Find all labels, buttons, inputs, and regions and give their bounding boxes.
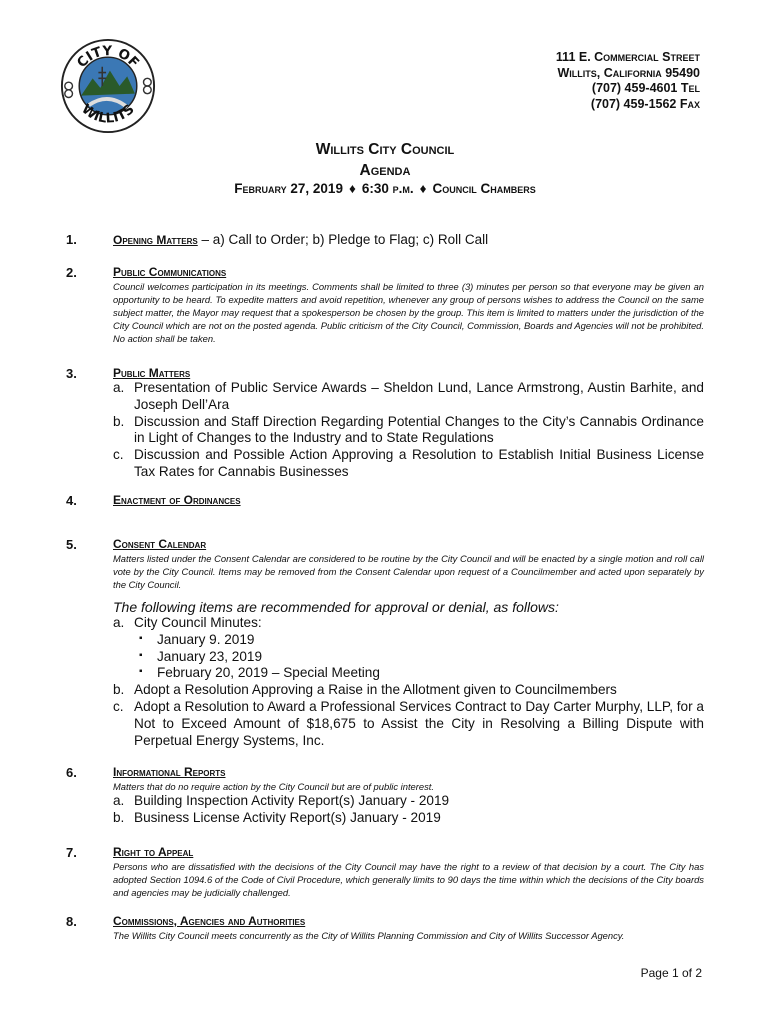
bullet-icon: ▪ <box>139 649 143 661</box>
meeting-info <box>0 181 770 196</box>
seal-top-text: CITY OF <box>74 44 142 71</box>
sub-item: c. Adopt a Resolution to Award a Professional Services Contract to Day Carter Murphy, LLP, for a Not to Exceed Amount of $18,675 to Assist the City in Resolving a Billing Dispute with Perpetual Energy Systems, Inc. <box>113 698 704 748</box>
address-fax: (707) 459-1562 Fax <box>590 96 700 111</box>
address-tel: (707) 459-4601 Tel <box>591 81 700 95</box>
item-heading: Opening Matters <box>113 233 198 247</box>
page-number: Page 1 of 2 <box>640 966 702 980</box>
city-seal-logo <box>60 38 156 134</box>
item-heading: Public Communications <box>113 265 227 279</box>
item-note: Council welcomes participation in its meetings. Comments shall be limited to three (3) minutes per person so that everyone may be given an opportunity to be heard. To expedite matters and avoid repetition, whenever any group of persons wishes to address the Council on the same subject matter, the Mayor may request that a spokesperson be chosen by the group. This item is limited to matters under the jurisdiction of the City Council which are not on the posted agenda. Public criticism of the City Council, Commission, Boards and Agencies will not be prohibited. No action shall be taken. <box>113 281 704 344</box>
item-heading: Right to Appeal <box>113 845 194 859</box>
item-number: 8. <box>66 914 77 929</box>
bullet-icon: ▪ <box>139 632 143 644</box>
page-title: Willits City Council <box>315 141 455 158</box>
item-number: 1. <box>66 232 77 247</box>
item-heading: Enactment of Ordinances <box>113 493 241 507</box>
item-heading: Public Matters <box>113 366 191 380</box>
sub-item: a. City Council Minutes: <box>113 615 262 630</box>
bullet-icon: ▪ <box>139 666 143 678</box>
sub-item: b. Adopt a Resolution Approving a Raise in the Allotment given to Councilmembers <box>113 682 617 698</box>
sub-item: b. Business License Activity Report(s) January - 2019 <box>113 809 441 825</box>
separator-icon: ♦ <box>348 181 356 196</box>
item-heading: Consent Calendar <box>113 537 207 551</box>
sub-item: a. Presentation of Public Service Awards – Sheldon Lund, Lance Armstrong, Austin Barhite, and Joseph Dell’Ara <box>113 380 704 412</box>
sub-item: c. Discussion and Possible Action Approving a Resolution to Establish Initial Business License Tax Rates for Cannabis Businesses <box>113 447 704 479</box>
item-note: Matters listed under the Consent Calendar are considered to be routine by the City Council and will be enacted by a single motion and roll call vote by the City Council. Items may be removed from the Consent Calendar upon request of a Councilmember and acted upon separately by the City Council. <box>113 553 704 590</box>
bullet-item: ▪ January 9. 2019 <box>139 631 255 647</box>
page-subtitle: Agenda <box>359 162 411 179</box>
address-city: Willits, California 95490 <box>557 65 700 80</box>
address-block <box>556 50 700 112</box>
item-lead-text: The following items are recommended for approval or denial, as follows: <box>113 599 559 615</box>
meeting-place: Council Chambers <box>432 181 536 196</box>
sub-item: b. Discussion and Staff Direction Regarding Potential Changes to the City’s Cannabis Ordinance in Light of Changes to the Industry and to State Regulations <box>113 413 704 446</box>
bullet-item: ▪ January 23, 2019 <box>139 648 263 664</box>
sub-item: a. Building Inspection Activity Report(s) January - 2019 <box>113 793 450 808</box>
bullet-item: ▪ February 20, 2019 – Special Meeting <box>139 665 380 681</box>
item-inline-text: – a) Call to Order; b) Pledge to Flag; c) Roll Call <box>197 232 489 247</box>
item-number: 7. <box>66 845 77 860</box>
item-note: Persons who are dissatisfied with the decisions of the City Council may have the right to a review of that decision by a court. The City has adopted Section 1094.6 of the Code of Civil Procedure, which generally limits to 90 days the time within which the decisions of the City boards and agencies may be judicially challenged. <box>113 861 704 898</box>
item-number: 4. <box>66 493 77 508</box>
item-number: 2. <box>66 265 77 280</box>
item-heading: Informational Reports <box>113 765 226 779</box>
separator-icon: ♦ <box>419 181 427 196</box>
item-heading: Commissions, Agencies and Authorities <box>113 914 306 928</box>
item-number: 3. <box>66 366 77 381</box>
item-number: 5. <box>66 537 77 552</box>
item-note: Matters that do no require action by the City Council but are of public interest. <box>113 781 435 792</box>
meeting-date: February 27, 2019 <box>234 181 343 196</box>
meeting-time: 6:30 p.m. <box>361 181 414 196</box>
address-street: 111 E. Commercial Street <box>555 50 700 64</box>
item-number: 6. <box>66 765 77 780</box>
seal-bottom-text: WILLITS <box>78 101 138 127</box>
item-note: The Willits City Council meets concurrently as the City of Willits Planning Commission and City of Willits Successor Agency. <box>113 930 625 941</box>
